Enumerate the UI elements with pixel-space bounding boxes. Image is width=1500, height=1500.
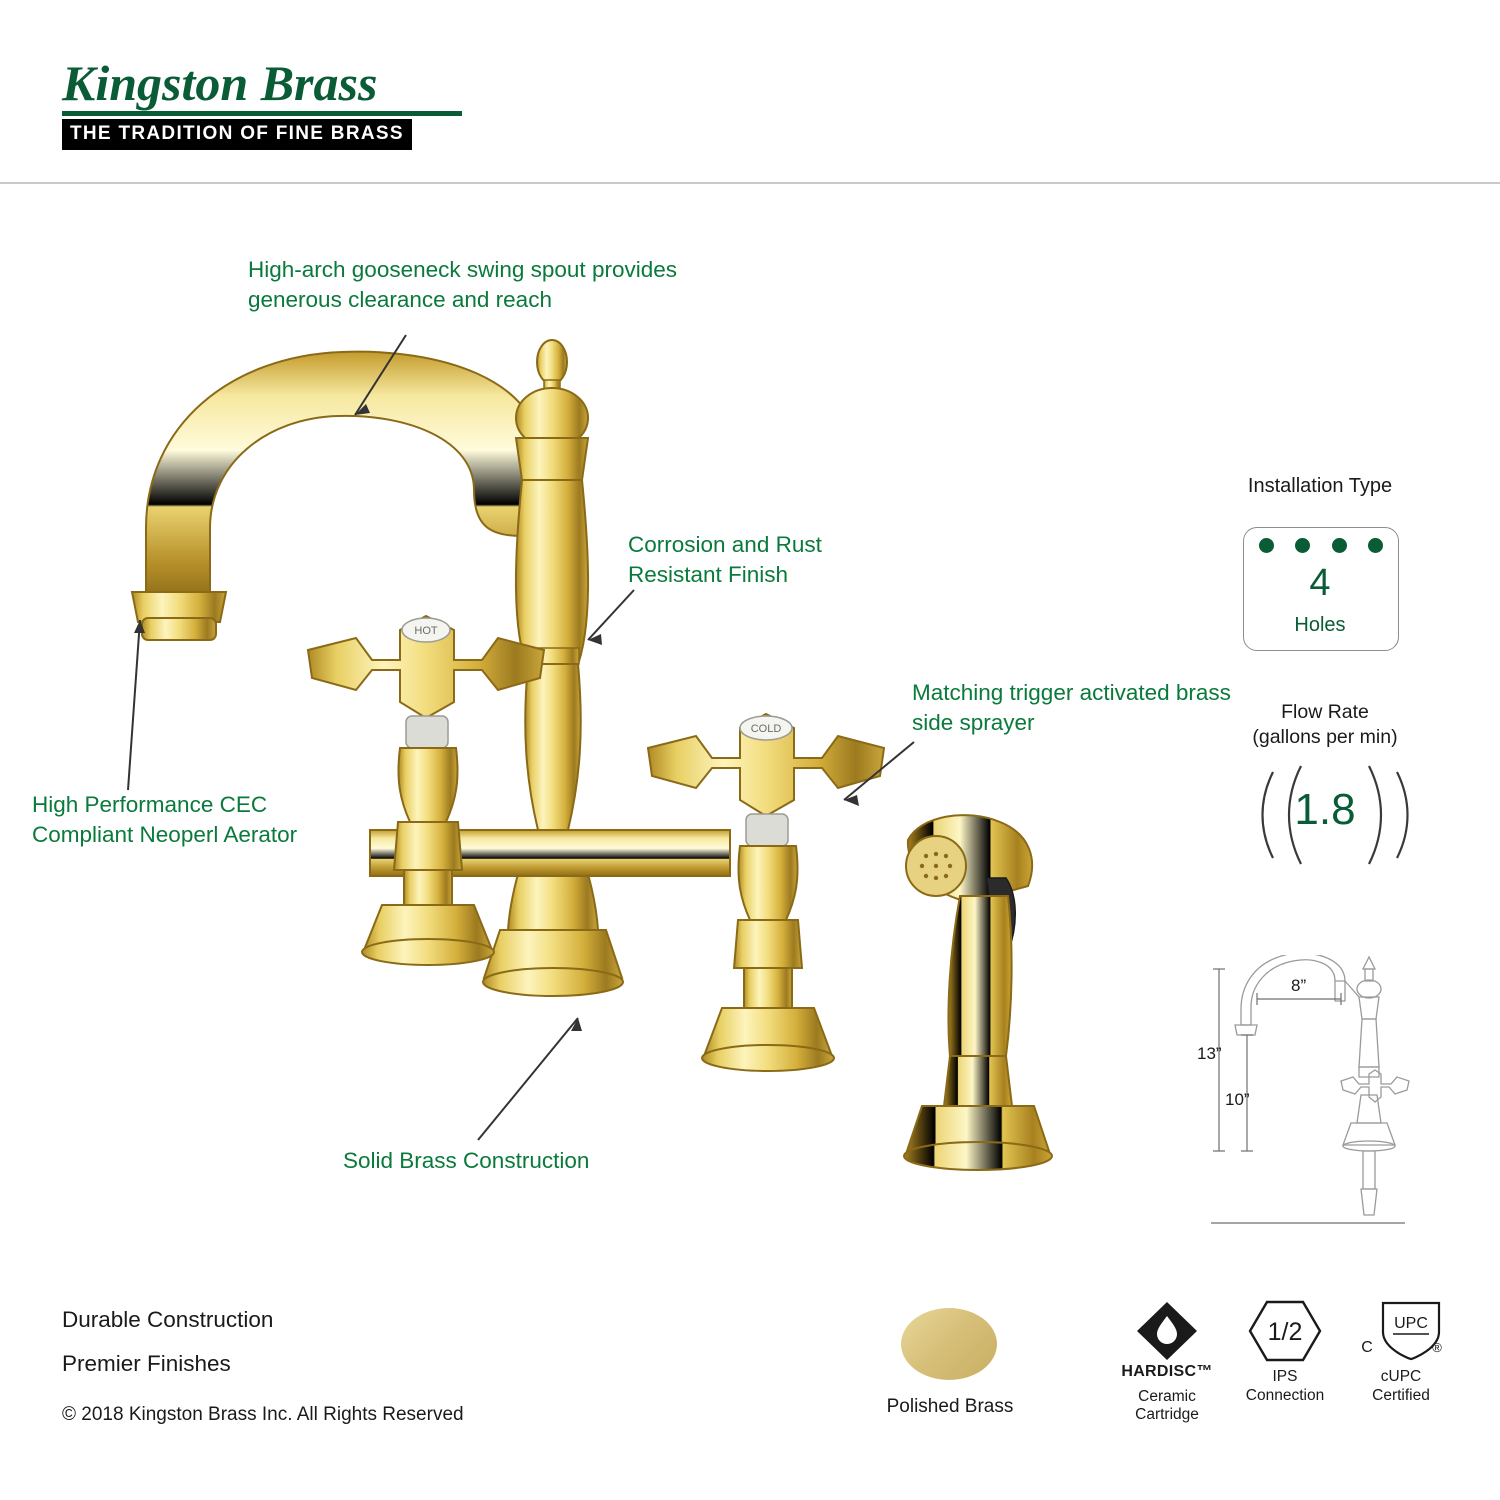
flow-rate-value: 1.8	[1294, 785, 1356, 834]
flow-rate-title-line2: (gallons per min)	[1252, 725, 1398, 748]
dimension-svg	[1195, 955, 1455, 1235]
badge-ips-caption1: IPS	[1272, 1368, 1298, 1385]
badge-ips-caption2: Connection	[1245, 1386, 1325, 1404]
installation-type-title: Installation Type	[1247, 475, 1393, 497]
finish-swatch	[901, 1308, 997, 1380]
badge-cupc-caption2: Certified	[1372, 1386, 1430, 1404]
right-cross-handle	[648, 714, 884, 1071]
footer-premier-finishes: Premier Finishes	[62, 1351, 231, 1376]
badge-hardisc-caption1: Ceramic	[1138, 1387, 1196, 1405]
header-divider	[0, 182, 1500, 184]
cupc-shield-icon	[1359, 1300, 1443, 1362]
brand-logo	[62, 55, 592, 150]
side-sprayer	[904, 815, 1052, 1170]
ips-hex-icon	[1248, 1300, 1322, 1362]
hole-dot	[1295, 538, 1310, 553]
hardisc-icon	[1135, 1300, 1199, 1362]
badge-cupc-caption1: cUPC	[1380, 1368, 1422, 1385]
hot-label: HOT	[414, 625, 438, 637]
callout-gooseneck: High-arch gooseneck swing spout provides generous clearance and reach	[248, 257, 677, 312]
svg-text:UPC: UPC	[1394, 1315, 1428, 1332]
footer-durable-construction: Durable Construction	[62, 1307, 274, 1332]
callout-aerator: High Performance CEC Compliant Neoperl Aerator	[32, 792, 298, 847]
installation-hole-count: 4	[1309, 562, 1331, 604]
badge-hardisc-caption2: Cartridge	[1135, 1406, 1199, 1424]
badge-hardisc	[1105, 1300, 1229, 1425]
callout-side-sprayer: Matching trigger activated brass side sprayer	[912, 680, 1231, 735]
badge-hardisc-name: HARDISC™	[1121, 1363, 1213, 1380]
flow-rate-title-line1: Flow Rate	[1281, 701, 1369, 723]
faucet-illustration	[70, 330, 1090, 1235]
hole-dot	[1368, 538, 1383, 553]
installation-holes-dots	[1259, 538, 1383, 553]
badge-ips	[1229, 1300, 1341, 1406]
badge-cupc	[1341, 1300, 1461, 1406]
faucet-svg	[70, 330, 1090, 1230]
dimension-height-overall: 13”	[1197, 1044, 1222, 1063]
svg-text:1/2: 1/2	[1267, 1318, 1303, 1346]
dimension-height-spout: 10”	[1225, 1090, 1250, 1109]
gooseneck-spout	[132, 352, 570, 640]
flow-rate-title	[1225, 700, 1425, 750]
callout-solid-brass: Solid Brass Construction	[343, 1148, 590, 1173]
dimension-drawing	[1195, 955, 1455, 1240]
footer-copyright: © 2018 Kingston Brass Inc. All Rights Reserved	[62, 1404, 464, 1425]
cold-label: COLD	[750, 723, 782, 735]
brand-name: Kingston Brass	[62, 55, 378, 111]
logo-divider	[62, 111, 462, 116]
svg-text:C: C	[1361, 1339, 1373, 1356]
hole-dot	[1332, 538, 1347, 553]
brand-tagline: THE TRADITION OF FINE BRASS	[62, 119, 412, 150]
dimension-reach: 8”	[1291, 976, 1307, 995]
installation-hole-unit: Holes	[1294, 614, 1346, 636]
hole-dot	[1259, 538, 1274, 553]
svg-text:®: ®	[1432, 1340, 1442, 1355]
finish-label: Polished Brass	[886, 1396, 1014, 1417]
callout-corrosion-finish: Corrosion and Rust Resistant Finish	[628, 532, 822, 587]
